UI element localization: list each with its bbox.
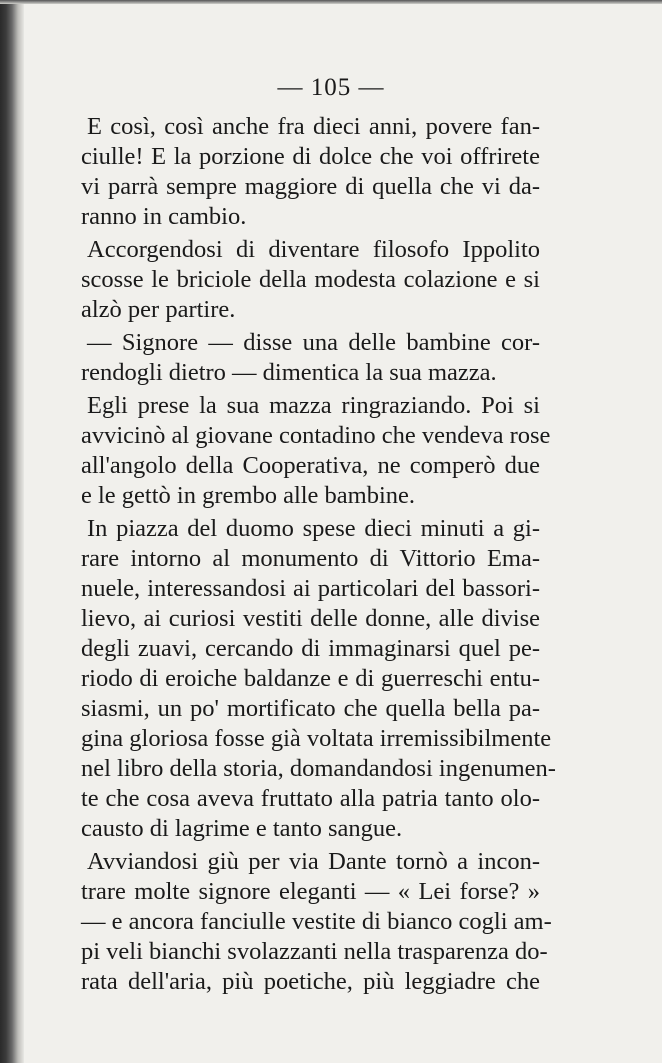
text-line: ranno in cambio. <box>81 203 247 230</box>
text-line: Accorgendosi di diventare filosofo Ippolito <box>87 236 540 263</box>
text-line: scosse le briciole della modesta colazione e si <box>81 266 540 293</box>
text-line: ciulle! E la porzione di dolce che voi offrirete <box>81 143 540 170</box>
text-line: siasmi, un po' mortificato che quella bella pa- <box>81 695 540 722</box>
page-top-edge <box>0 0 662 4</box>
text-line: riodo di eroiche baldanze e di guerreschi entu- <box>81 665 540 692</box>
paragraph <box>81 391 551 511</box>
paragraph <box>81 514 556 844</box>
text-line: trare molte signore eleganti — « Lei forse? » <box>81 878 540 905</box>
text-line: E così, così anche fra dieci anni, povere fan- <box>87 113 540 140</box>
text-line: lievo, ai curiosi vestiti delle donne, alle divise <box>81 605 540 632</box>
text-line: gina gloriosa fosse già voltata irremissibilmente <box>81 725 552 752</box>
text-line: nel libro della storia, domandandosi ingenumen- <box>81 755 556 782</box>
text-line: rata dell'aria, più poetiche, più leggiadre che <box>81 968 540 995</box>
text-line: te che cosa aveva fruttato alla patria tanto olo- <box>81 785 540 812</box>
paragraph <box>81 847 552 997</box>
paragraph <box>81 112 540 232</box>
text-line: degli zuavi, cercando di immaginarsi quel pe- <box>81 635 540 662</box>
text-line: In piazza del duomo spese dieci minuti a gi- <box>87 515 540 542</box>
text-line: — Signore — disse una delle bambine cor- <box>87 329 540 356</box>
text-line: avvicinò al giovane contadino che vendeva rose <box>81 422 551 449</box>
paragraph <box>81 235 540 325</box>
paragraph <box>81 328 540 388</box>
text-line: e le gettò in grembo alle bambine. <box>81 482 416 509</box>
text-line: vi parrà sempre maggiore di quella che vi da- <box>81 173 540 200</box>
body-text <box>81 112 556 997</box>
text-line: Egli prese la sua mazza ringraziando. Poi si <box>87 392 540 419</box>
text-line: all'angolo della Cooperativa, ne comperò due <box>81 452 540 479</box>
text-line: pi veli bianchi svolazzanti nella trasparenza do- <box>81 938 548 965</box>
text-line: rare intorno al monumento di Vittorio Ema- <box>81 545 540 572</box>
text-line: — e ancora fanciulle vestite di bianco cogli am- <box>81 908 552 935</box>
text-line: nuele, interessandosi ai particolari del bassori- <box>81 575 540 602</box>
text-line: alzò per partire. <box>81 296 236 323</box>
book-binding-edge <box>0 0 24 1063</box>
text-line: Avviandosi giù per via Dante tornò a incon- <box>87 848 540 875</box>
text-line: rendogli dietro — dimentica la sua mazza. <box>81 359 497 386</box>
page-number: — 105 — <box>277 74 385 101</box>
text-line: causto di lagrime e tanto sangue. <box>81 815 403 842</box>
